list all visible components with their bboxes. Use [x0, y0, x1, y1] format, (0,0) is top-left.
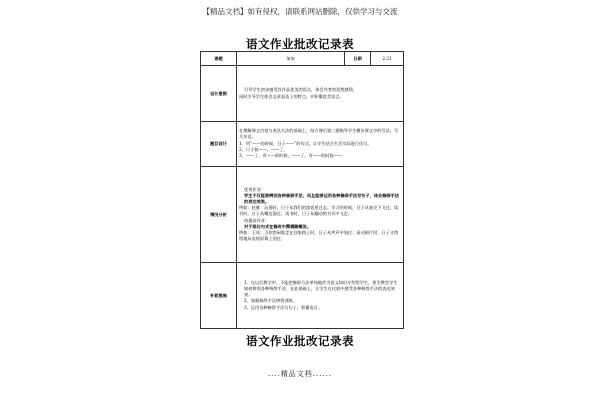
table-row-content	[201, 122, 404, 167]
analysis-content	[237, 167, 404, 263]
analysis-line: 例如：王凤：当你悠闲地走在回家路上时，日子从笑声中划过；看动画片时，日子又悄悄地从电视屏幕上划过。	[239, 230, 399, 242]
analysis-line: 优秀作业：	[244, 186, 265, 192]
table-row-topic	[201, 52, 404, 66]
record-table	[200, 51, 404, 329]
table-row-design	[201, 66, 404, 122]
footer-note: ....精品文档......	[267, 370, 333, 378]
page-title: 语文作业批改记录表	[246, 37, 354, 51]
topic-label: 课题	[201, 52, 237, 66]
design-line: 同时引导学生体会文章表达上的特点，并积累优美语言。	[239, 93, 344, 99]
analysis-line: 例如：赵雅：玩耍时，日子从我们的游戏里过去；学习的时候，日子从笔尖下飞过；读书时，日子从嘴边溜过；读书时，日子从翻动的书页中飞走。	[239, 205, 399, 217]
date-value: 2.21	[371, 52, 404, 66]
analysis-line: 待提高作业：	[244, 217, 270, 223]
content-line: 在理解课文内容与表达方法的基础上，结合课后第三题指导学生模仿课文中的写法，写几句话。	[239, 128, 399, 140]
remedy-label: 补救措施	[201, 263, 237, 329]
table-row-remedy	[201, 263, 404, 329]
analysis-line: 学生不仅能够辨别各种修辞手法，而且能够运用各种修辞手法写句子，体会修辞手法的表达效果。	[244, 192, 399, 204]
content-line: 3、——了，有——的时候，——了，有——的时候——	[239, 153, 343, 159]
remedy-line: 1、在以后教学中，不能把修辞方法单纯地作为语文知识介绍给学生，要引教会学生如何辨别各种修辞手法，在此基础上，让学生在比较中感受各种修辞手法的表达效果。	[244, 280, 398, 298]
content-line: 1、用“——的时候，日子——”的句式，让学生结合生活实际进行仿写。	[239, 140, 372, 146]
content-content	[237, 122, 404, 167]
remedy-content	[237, 263, 404, 329]
remedy-line: 3、运用各种修辞手法写句子，积累语言。	[244, 304, 323, 310]
analysis-line: 对于排比句式在修改中需模糊概说。	[244, 223, 312, 229]
content-label: 题目设计	[201, 122, 237, 167]
content-line: 2、日子如——，——了。	[239, 147, 288, 152]
table-row-analysis	[201, 167, 404, 263]
topic-value: 匆匆	[237, 52, 345, 66]
design-line: 引导学生初步感受其作品优美的语言，体会作者的思想感情，	[244, 87, 358, 93]
analysis-label: 情况分析	[201, 167, 237, 263]
header-note: 【精品文档】如有侵权，请联系网站删除，仅供学习与交流	[202, 7, 398, 16]
bottom-title: 语文作业批改记录表	[246, 334, 354, 348]
date-label: 日期	[345, 52, 371, 66]
design-content	[237, 66, 404, 122]
remedy-line: 2、加强修辞手法辨别训练。	[244, 298, 297, 304]
design-label: 设计意图	[201, 66, 237, 122]
